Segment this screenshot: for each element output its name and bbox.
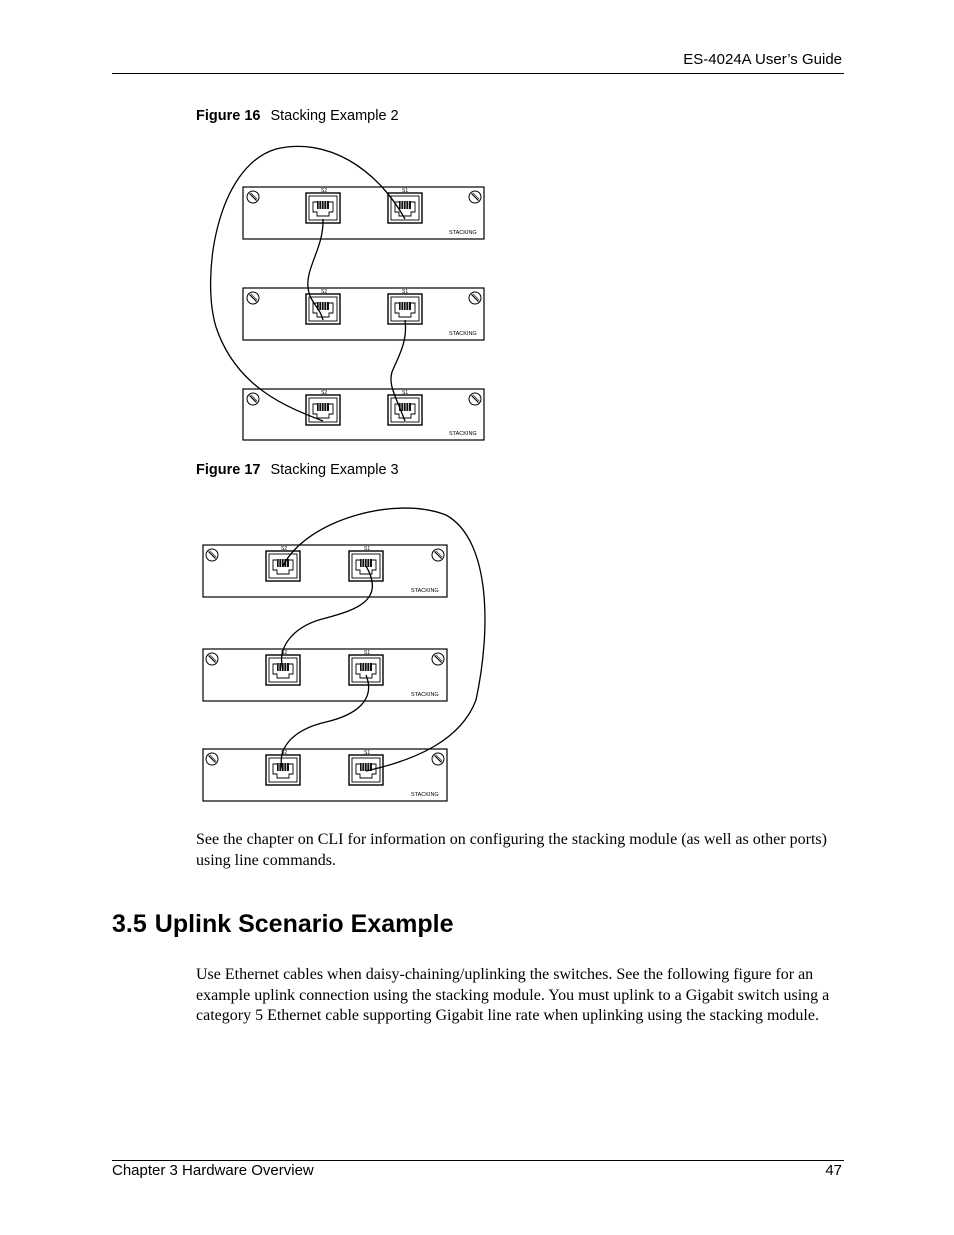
stacking-label: STACKING	[411, 588, 439, 594]
figure-17-label: Figure 17	[196, 462, 261, 478]
section-number: 3.5	[112, 910, 147, 938]
port-s2-label: S2	[281, 546, 288, 552]
stacking-module-3	[203, 749, 447, 801]
port-s1-icon	[349, 755, 383, 785]
footer-chapter: Chapter 3 Hardware Overview	[112, 1162, 314, 1179]
figure-16-label: Figure 16	[196, 108, 261, 124]
stacking-label: STACKING	[449, 431, 477, 437]
figure-17-caption	[196, 462, 399, 478]
port-s1-icon	[349, 655, 383, 685]
port-s1-label: S1	[402, 188, 409, 194]
stacking-module-3	[243, 389, 484, 440]
port-s1-label: S1	[364, 750, 371, 756]
stacking-module-2	[243, 288, 484, 340]
figure-16-title: Stacking Example 2	[270, 108, 399, 124]
port-s1-label: S1	[402, 289, 409, 295]
footer-page-number: 47	[825, 1162, 842, 1179]
port-s1-label: S1	[364, 546, 371, 552]
port-s2-label: S2	[321, 188, 328, 194]
figure-16-diagram	[196, 127, 548, 447]
port-s1-label: S1	[364, 650, 371, 656]
port-s1-label: S1	[402, 390, 409, 396]
stacking-module-1	[203, 545, 447, 597]
port-s2-label: S2	[321, 289, 328, 295]
header-rule	[112, 73, 844, 74]
stacking-label: STACKING	[449, 230, 477, 236]
port-s2-label: S2	[281, 750, 288, 756]
stacking-label: STACKING	[411, 792, 439, 798]
section-title: Uplink Scenario Example	[154, 910, 454, 938]
port-s2-label: S2	[281, 650, 288, 656]
body-paragraph-1: See the chapter on CLI for information on configuring the stacking module (as well as other ports) using line commands.	[196, 831, 827, 869]
body-paragraph-2: Use Ethernet cables when daisy-chaining/uplinking the switches. See the following figure for an example uplink connection using the stacking module. You must uplink to a Gigabit switch using a category 5 Ethernet cable supporting Gigabit line rate when uplinking using the stacking module.	[196, 966, 830, 1024]
stacking-label: STACKING	[411, 692, 439, 698]
port-s2-label: S2	[321, 390, 328, 396]
stacking-label: STACKING	[449, 331, 477, 337]
stacking-module-1	[243, 187, 484, 239]
header-title: ES-4024A User’s Guide	[683, 51, 842, 68]
figure-17-diagram	[196, 500, 486, 804]
section-heading	[112, 910, 461, 939]
figure-16-caption	[196, 108, 399, 124]
footer-rule	[112, 1160, 844, 1161]
port-s1-icon	[388, 294, 422, 324]
port-s2-icon	[306, 193, 340, 223]
figure-17-title: Stacking Example 3	[270, 462, 399, 478]
stacking-module-2	[203, 649, 447, 701]
